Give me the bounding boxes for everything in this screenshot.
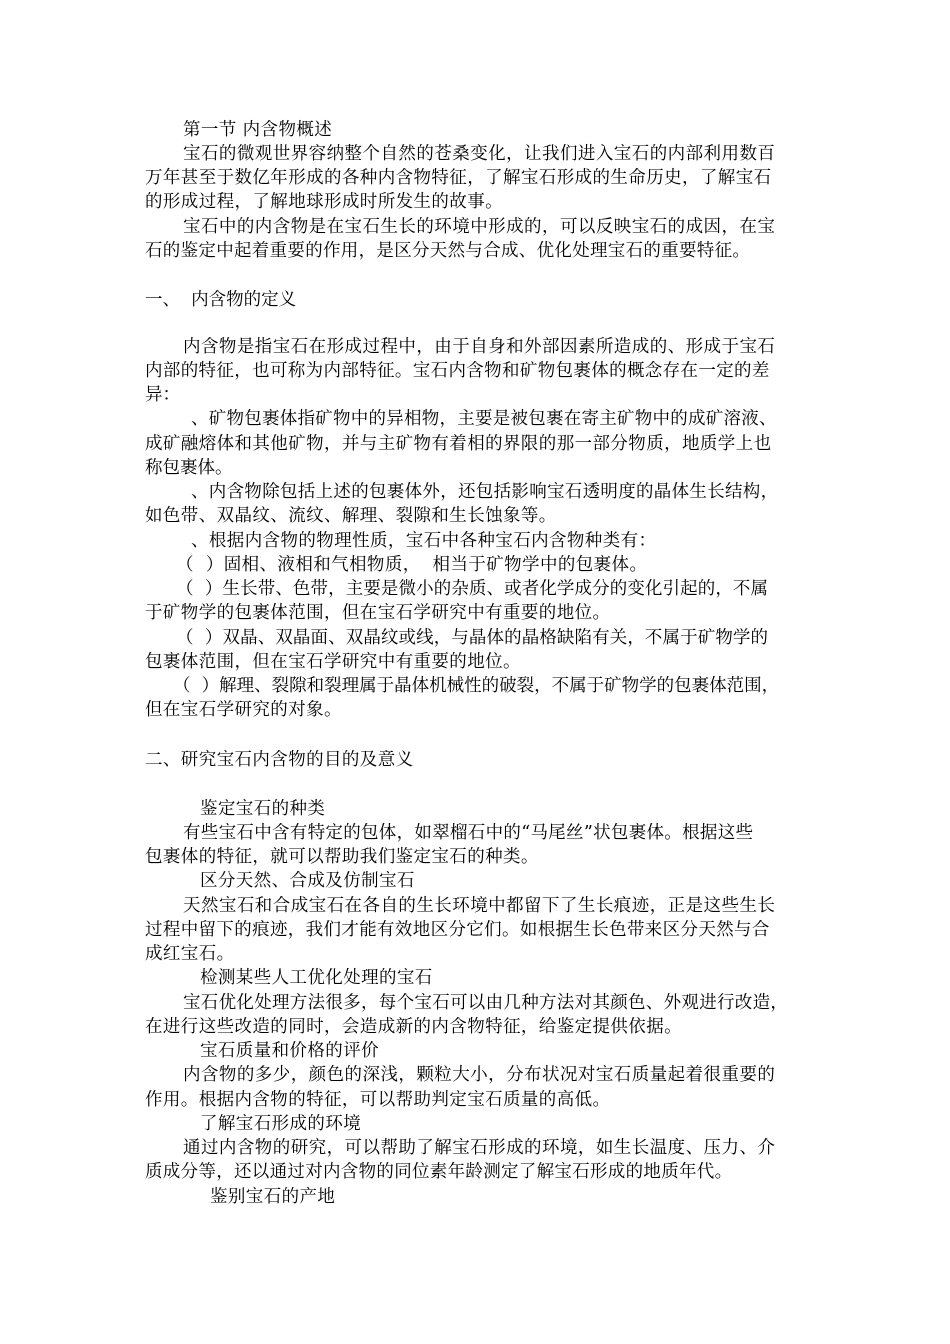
paragraph-line: 的形成过程，了解地球形成时所发生的故事。 xyxy=(145,192,503,212)
paragraph-line: 成红宝石。 xyxy=(145,944,235,964)
paragraph-line: 有些宝石中含有特定的包体，如翠榴石中的“马尾丝”状包裹体。根据这些 xyxy=(183,823,754,843)
paragraph-line: 异： xyxy=(145,385,180,405)
paragraph-line: 作用。根据内含物的特征，可以帮助判定宝石质量的高低。 xyxy=(145,1090,611,1110)
paragraph-line: 内部的特征，也可称为内部特征。宝石内含物和矿物包裹体的概念存在一定的差 xyxy=(145,361,770,381)
subsection-heading: 了解宝石形成的环境 xyxy=(200,1114,362,1134)
subsection-heading: 鉴别宝石的产地 xyxy=(210,1187,336,1207)
list-item: （ ）固相、液相和气相物质， 相当于矿物学中的包裹体。 xyxy=(176,555,648,575)
paragraph-line: 但在宝石学研究的对象。 xyxy=(145,700,342,720)
paragraph-line: 过程中留下的痕迹，我们才能有效地区分它们。如根据生长色带来区分天然与合 xyxy=(145,920,770,940)
paragraph-line: 宝石中的内含物是在宝石生长的环境中形成的，可以反映宝石的成因，在宝 xyxy=(183,217,776,237)
list-item: （ ）生长带、色带，主要是微小的杂质、或者化学成分的变化引起的，不属 xyxy=(176,579,769,599)
paragraph-line: 石的鉴定中起着重要的作用，是区分天然与合成、优化处理宝石的重要特征。 xyxy=(145,241,751,261)
paragraph-line: 如色带、双晶纹、流纹、解理、裂隙和生长蚀象等。 xyxy=(145,506,557,526)
paragraph-line: 在进行这些改造的同时，会造成新的内含物特征，给鉴定提供依据。 xyxy=(145,1017,682,1037)
paragraph-line: 包裹体范围，但在宝石学研究中有重要的地位。 xyxy=(145,652,521,672)
subsection-heading: 检测某些人工优化处理的宝石 xyxy=(200,968,433,988)
section-heading: 二、研究宝石内含物的目的及意义 xyxy=(145,750,414,770)
paragraph-line: 内含物的多少，颜色的深浅，颗粒大小，分布状况对宝石质量起着很重要的 xyxy=(183,1065,776,1085)
paragraph-line: 包裹体的特征，就可以帮助我们鉴定宝石的种类。 xyxy=(145,847,539,867)
paragraph-line: 宝石的微观世界容纳整个自然的苍桑变化，让我们进入宝石的内部利用数百 xyxy=(183,144,776,164)
paragraph-line: 于矿物学的包裹体范围，但在宝石学研究中有重要的地位。 xyxy=(145,603,611,623)
paragraph-line: 成矿融熔体和其他矿物，并与主矿物有着相的界限的那一部分物质，地质学上也 xyxy=(145,434,772,454)
paragraph-line: 、矿物包裹体指矿物中的异相物，主要是被包裹在寄主矿物中的成矿溶液、 xyxy=(191,409,777,429)
paragraph-line: 内含物是指宝石在形成过程中，由于自身和外部因素所造成的、形成于宝石 xyxy=(183,337,776,357)
paragraph-line: 称包裹体。 xyxy=(145,458,233,478)
section-title: 第一节 内含物概述 xyxy=(183,120,333,140)
paragraph-line: 质成分等，还以通过对内含物的同位素年龄测定了解宝石形成的地质年代。 xyxy=(145,1162,733,1182)
section-heading: 一、 内含物的定义 xyxy=(145,290,297,310)
paragraph-line: 通过内含物的研究，可以帮助了解宝石形成的环境，如生长温度、压力、介 xyxy=(183,1138,776,1158)
list-item: （ ）解理、裂隙和裂理属于晶体机械性的破裂，不属于矿物学的包裹体范围， xyxy=(173,676,780,696)
paragraph-line: 天然宝石和合成宝石在各自的生长环境中都留下了生长痕迹，正是这些生长 xyxy=(183,896,776,916)
paragraph-line: 宝石优化处理方法很多，每个宝石可以由几种方法对其颜色、外观进行改造， xyxy=(183,993,789,1013)
paragraph-line: 、根据内含物的物理性质，宝石中各种宝石内含物种类有： xyxy=(191,531,657,551)
list-item: （ ）双晶、双晶面、双晶纹或线，与晶体的晶格缺陷有关，不属于矿物学的 xyxy=(176,628,769,648)
subsection-heading: 宝石质量和价格的评价 xyxy=(200,1041,379,1061)
subsection-heading: 区分天然、合成及仿制宝石 xyxy=(200,871,415,891)
paragraph-line: 万年甚至于数亿年形成的各种内含物特征，了解宝石形成的生命历史，了解宝石 xyxy=(145,168,772,188)
subsection-heading: 鉴定宝石的种类 xyxy=(200,799,326,819)
paragraph-line: 、内含物除包括上述的包裹体外，还包括影响宝石透明度的晶体生长结构， xyxy=(191,482,779,502)
